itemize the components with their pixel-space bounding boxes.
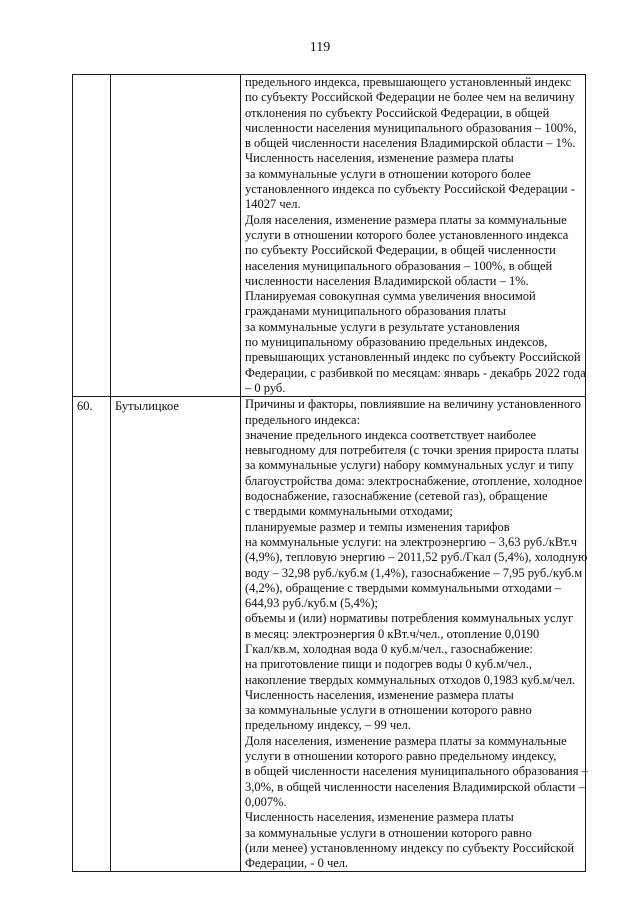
municipality-name-cell — [111, 75, 241, 397]
description-line: в общей численности населения муниципального образования – — [245, 764, 588, 779]
description-line: услуги в отношении которого равно предельному индексу, — [245, 749, 557, 764]
description-line: Федерации, - 0 чел. — [245, 856, 349, 871]
municipality-name-cell — [111, 397, 241, 872]
description-line: на коммунальные услуги: на электроэнергию – 3,63 руб./кВт.ч — [245, 534, 578, 549]
description-line: (или менее) установленному индексу по субъекту Российской — [245, 840, 575, 855]
description-line: гражданами муниципального образования платы — [245, 304, 506, 319]
description-line: Федерации, с разбивкой по месяцам: январь - декабрь 2022 года — [245, 365, 586, 380]
description-line: в месяц: электроэнергия 0 кВт.ч/чел., отопление 0,0190 — [245, 626, 540, 641]
description-line: на приготовление пищи и подогрев воды 0 куб.м/чел., — [245, 657, 532, 672]
description-line: Доля населения, изменение размера платы за коммунальные — [245, 733, 567, 748]
table-row — [73, 397, 586, 872]
description-line: водоснабжение, газоснабжение (сетевой газ), обращение — [245, 489, 548, 504]
description-line: Численность населения, изменение размера платы — [245, 151, 514, 166]
description-line: объемы и (или) нормативы потребления коммунальных услуг — [245, 611, 574, 626]
description-line: Гкал/кв.м, холодная вода 0 куб.м/чел., газоснабжение: — [245, 641, 533, 656]
description-line: 14027 чел. — [245, 197, 301, 212]
description-line: в общей численности населения Владимирской области – 1%. — [245, 136, 576, 151]
description-line: накопление твердых коммунальных отходов 0,1983 куб.м/чел. — [245, 672, 576, 687]
description-line: услуги в отношении которого более установленного индекса — [245, 227, 569, 242]
row-number-cell — [73, 75, 111, 397]
description-line: численности населения Владимирской области – 1%. — [245, 273, 529, 288]
description-line: численности населения муниципального образования – 100%, — [245, 120, 577, 135]
document-table — [72, 74, 586, 872]
description-line: 644,93 руб./куб.м (5,4%); — [245, 596, 378, 611]
description-line: за коммунальные услуги в отношении которого равно — [245, 703, 532, 718]
description-line: (4,2%), обращение с твердыми коммунальными отходами – — [245, 580, 562, 595]
description-line: (4,9%), тепловую энергию – 2011,52 руб./Гкал (5,4%), холодную — [245, 550, 588, 565]
description-line: за коммунальные услуги в отношении которого равно — [245, 825, 532, 840]
description-line: превышающих установленный индекс по субъекту Российской — [245, 350, 581, 365]
description-line: за коммунальные услуги) набору коммунальных услуг и типу — [245, 458, 574, 473]
description-line: по муниципальному образованию предельных индексов, — [245, 335, 548, 350]
description-line: воду – 32,98 руб./куб.м (1,4%), газоснабжение – 7,95 руб./куб.м — [245, 565, 583, 580]
description-cell — [241, 75, 586, 397]
description-line: значение предельного индекса соответствует наиболее — [245, 427, 537, 442]
description-line: Доля населения, изменение размера платы за коммунальные — [245, 212, 567, 227]
description-line: за коммунальные услуги в отношении которого более — [245, 166, 531, 181]
description-line: населения муниципального образования – 100%, в общей — [245, 258, 553, 273]
description-line: за коммунальные услуги в результате установления — [245, 319, 520, 334]
description-line: – 0 руб. — [245, 380, 286, 395]
description-line: 0,007%. — [245, 794, 287, 809]
description-line: Планируемая совокупная сумма увеличения вносимой — [245, 289, 536, 304]
description-line: благоустройства дома: электроснабжение, отопление, холодное — [245, 473, 583, 488]
description-line: предельного индекса, превышающего установленный индекс — [245, 75, 572, 89]
table-row — [73, 75, 586, 397]
description-cell — [241, 397, 586, 872]
page-number: 119 — [309, 40, 331, 55]
description-line: по субъекту Российской Федерации не более чем на величину — [245, 90, 575, 105]
description-line: Численность населения, изменение размера платы — [245, 687, 514, 702]
description-line: 3,0%, в общей численности населения Владимирской области – — [245, 779, 585, 794]
description-line: с твердыми коммунальными отходами; — [245, 504, 453, 519]
description-line: невыгодному для потребителя (с точки зрения прироста платы — [245, 443, 579, 458]
row-number-cell — [73, 397, 111, 872]
description-line: отклонения по субъекту Российской Федерации, в общей — [245, 105, 550, 120]
description-line: по субъекту Российской Федерации, в общей численности — [245, 243, 556, 258]
description-line: Причины и факторы, повлиявшие на величину установленного — [245, 397, 582, 412]
description-line: предельному индексу, – 99 чел. — [245, 718, 412, 733]
table-body — [73, 75, 586, 872]
municipality-name: Бутылицкое — [115, 399, 179, 414]
description-line: планируемые размер и темпы изменения тарифов — [245, 519, 510, 534]
description-line: установленного индекса по субъекту Российской Федерации - — [245, 182, 575, 197]
description-line: Численность населения, изменение размера платы — [245, 810, 514, 825]
description-line: предельного индекса: — [245, 412, 361, 427]
row-number: 60. — [77, 399, 93, 414]
